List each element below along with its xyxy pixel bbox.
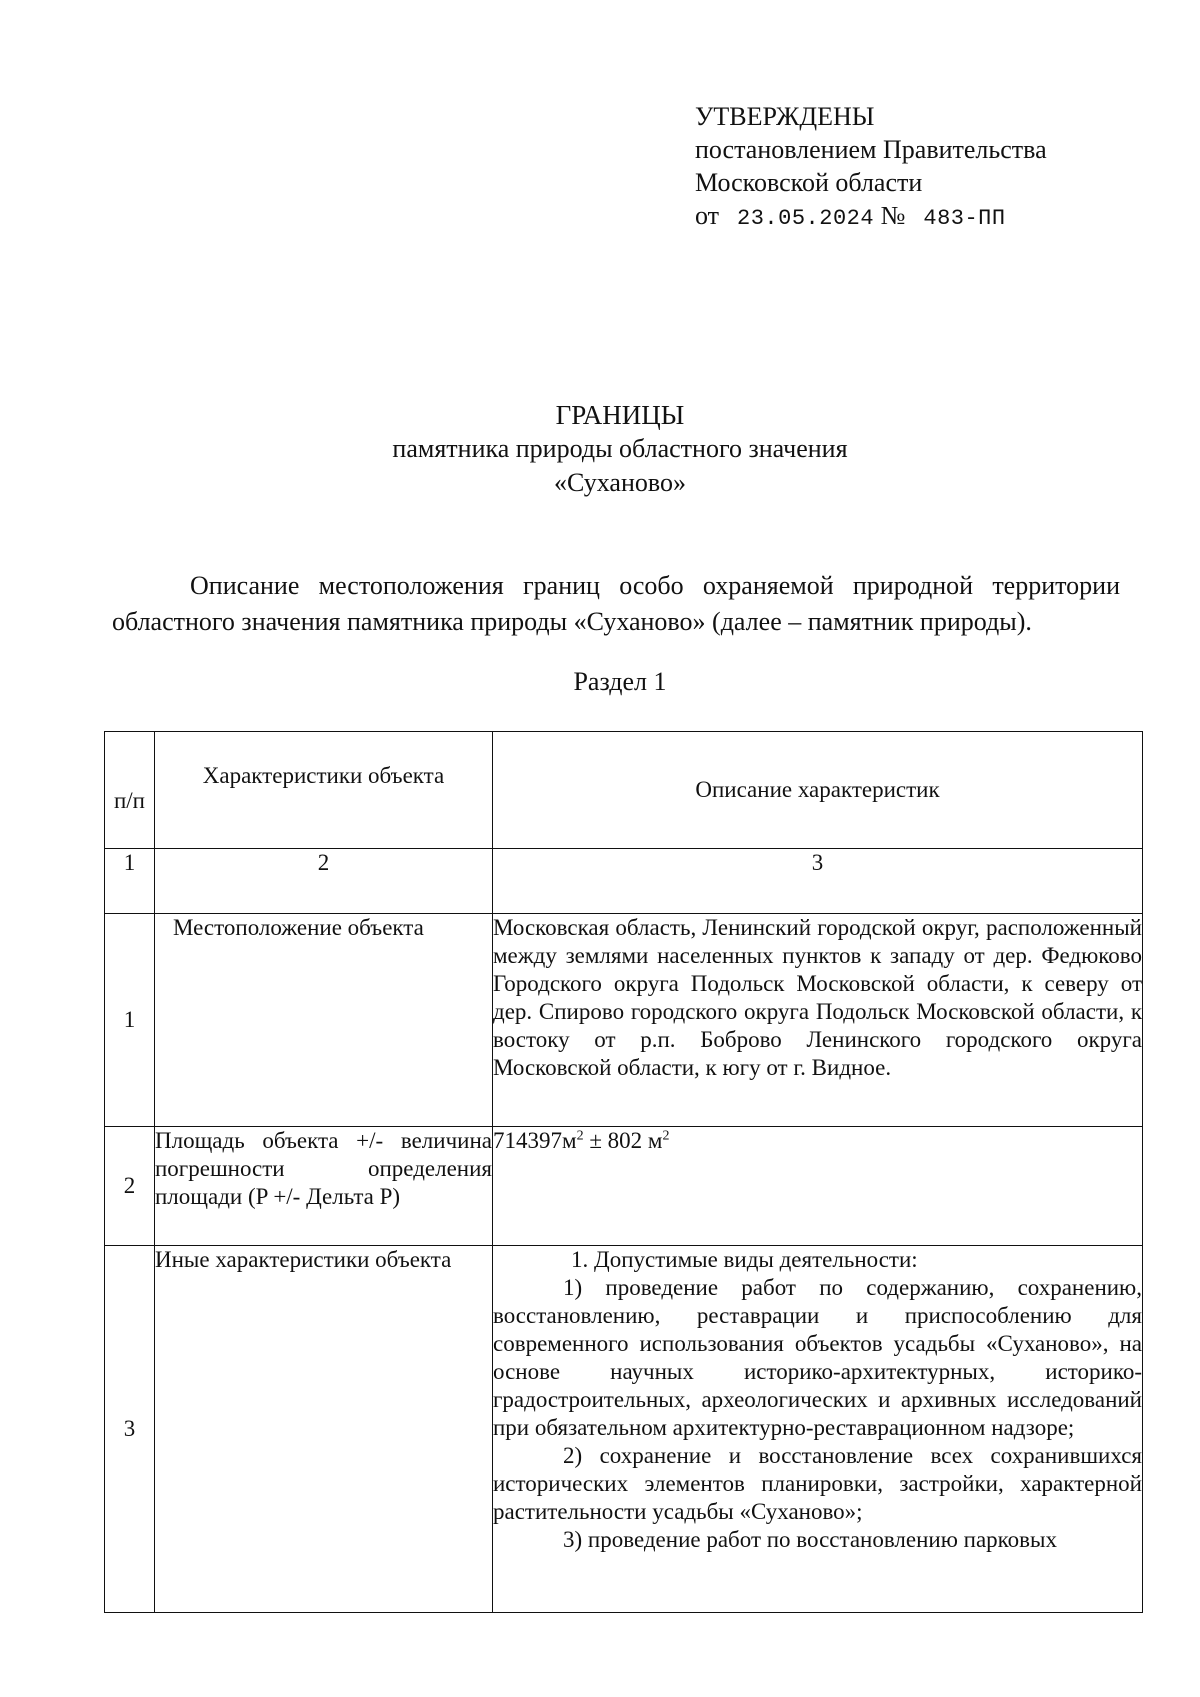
column-number: 1: [105, 849, 155, 914]
row-description: [493, 1127, 1143, 1246]
approval-line-decree: постановлением Правительства: [695, 135, 1047, 164]
number-sign: №: [880, 201, 906, 230]
table-header-row: [105, 732, 1143, 849]
row-description: [493, 914, 1143, 1127]
table-row: [105, 1127, 1143, 1246]
characteristics-table: [104, 731, 1143, 1613]
table-row: [105, 1246, 1143, 1613]
row-number: 2: [105, 1127, 155, 1246]
row-number: 3: [105, 1246, 155, 1613]
area-unit-exponent: 2: [576, 1128, 584, 1144]
activity-item: 3) проведение работ по восстановлению парковых: [563, 1527, 1057, 1552]
activity-item: 2) сохранение и восстановление всех сохранившихся исторических элементов планировки, застройки, характерной растительности усадьбы «Суханово»;: [493, 1443, 1142, 1524]
approval-line-region: Московской области: [695, 168, 923, 197]
row-characteristic: Площадь объекта +/- величина погрешности определения площади (P +/- Дельта P): [155, 1127, 493, 1246]
column-number: 2: [155, 849, 493, 914]
row-number: 1: [105, 914, 155, 1127]
tolerance-unit-exponent: 2: [662, 1128, 670, 1144]
decree-date: 23.05.2024: [737, 206, 875, 231]
row-characteristic: Местоположение объекта: [155, 914, 493, 1127]
header-description: Описание характеристик: [493, 732, 1143, 849]
approval-date-line: [695, 199, 1047, 235]
approval-block: [695, 100, 1047, 235]
table-row: [105, 914, 1143, 1127]
area-value: 714397м: [493, 1128, 577, 1153]
column-number: 3: [493, 849, 1143, 914]
date-prefix: от: [695, 201, 720, 230]
decree-number: 483-ПП: [923, 206, 1006, 231]
header-num: п/п: [105, 732, 155, 849]
title-main: ГРАНИЦЫ: [555, 400, 685, 430]
row-description: [493, 1246, 1143, 1613]
activities-heading: 1. Допустимые виды деятельности:: [571, 1247, 918, 1272]
document-title: [0, 398, 1200, 500]
area-value-line: [493, 1127, 1142, 1155]
header-characteristics: Характеристики объекта: [155, 732, 493, 849]
section-heading: Раздел 1: [573, 667, 667, 696]
approval-title: УТВЕРЖДЕНЫ: [695, 102, 875, 131]
title-subtitle: памятника природы областного значения: [392, 434, 848, 463]
row-characteristic: Иные характеристики объекта: [155, 1246, 493, 1613]
title-name: «Суханово»: [554, 468, 686, 497]
location-description: Московская область, Ленинский городской округ, расположенный между землями населенных пунктов к западу от дер. Федюково Городского округа Подольск Московской области, к северу от дер. Спирово городского округа Подольск Московской области, к востоку от р.п. Боброво Ленинского городского округа Московской области, к югу от г. Видное.: [493, 915, 1142, 1080]
intro-paragraph: Описание местоположения границ особо охраняемой природной территории областного значения памятника природы «Суханово» (далее – памятник природы).: [112, 571, 1120, 636]
column-numbers-row: [105, 849, 1143, 914]
activity-item: 1) проведение работ по содержанию, сохранению, восстановлению, реставрации и приспособлению для современного использования объектов усадьбы «Суханово», на основе научных историко-архитектурных, историко-градостроительных, археологических и архивных исследований при обязательном архитектурно-реставрационном надзоре;: [493, 1275, 1142, 1440]
area-tolerance: ± 802 м: [583, 1128, 663, 1153]
